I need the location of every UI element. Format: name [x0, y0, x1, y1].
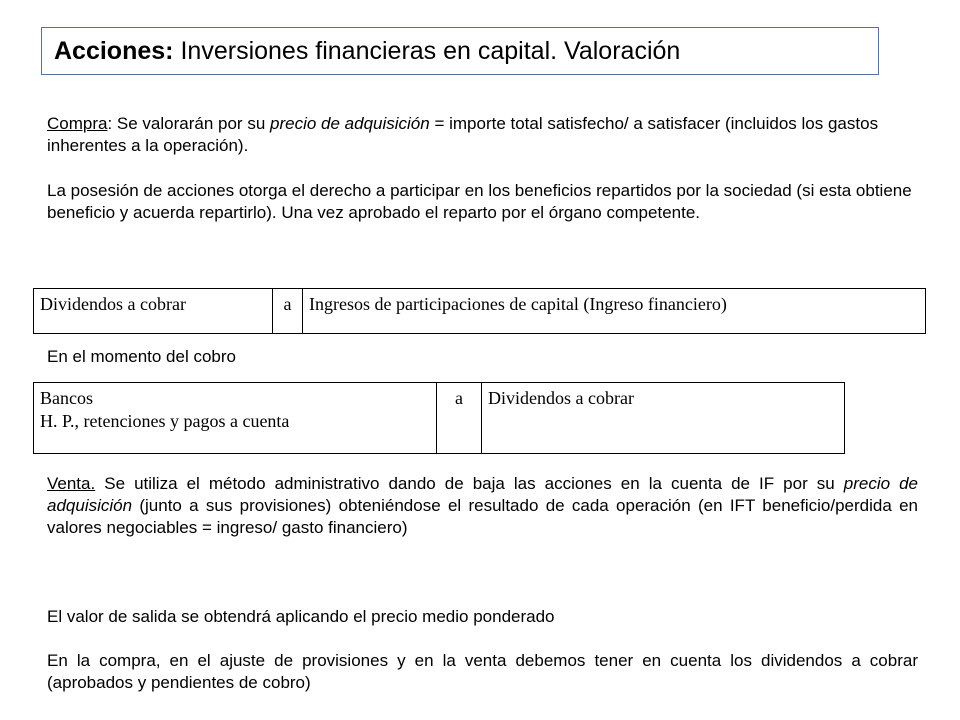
- journal2-debit: [34, 383, 437, 454]
- momento-cobro-text: En el momento del cobro: [47, 347, 236, 366]
- journal2-debit-line2: H. P., retenciones y pagos a cuenta: [40, 411, 290, 431]
- venta-text-1: Se utiliza el método administrativo dando de baja las acciones en la cuenta de IF por su: [95, 474, 844, 493]
- journal-entry-dividends: [33, 288, 926, 334]
- valor-salida-text: El valor de salida se obtendrá aplicando el precio medio ponderado: [47, 607, 555, 626]
- journal2-connector: a: [437, 383, 482, 454]
- compra-final-text: En la compra, en el ajuste de provisiones y en la venta debemos tener en cuenta los dividendos a cobrar (aprobados y pendientes de cobro): [47, 651, 918, 692]
- venta-italic: precio de adquisición: [47, 474, 919, 515]
- compra-label: Compra: [47, 114, 108, 133]
- compra-text-2: = importe total satisfecho/ a satisfacer (incluidos los gastos inherentes a la operación).: [47, 114, 879, 155]
- journal1-debit: Dividendos a cobrar: [34, 289, 273, 334]
- compra-text-1: : Se valorarán por su: [107, 114, 270, 133]
- slide-title: [41, 27, 879, 75]
- venta-text-2: (junto a sus provisiones) obteniéndose el resultado de cada operación (en IFT beneficio/perdida en valores negociables = ingreso/ gasto financiero): [47, 496, 918, 537]
- title-bold: Acciones:: [54, 36, 174, 65]
- posesion-paragraph: La posesión de acciones otorga el derecho a participar en los beneficios repartidos por la sociedad (si esta obtiene beneficio y acuerda repartirlo). Una vez aprobado el reparto por el órgano competente.: [47, 181, 912, 222]
- compra-paragraph: [47, 113, 918, 157]
- journal1-credit: Ingresos de participaciones de capital (Ingreso financiero): [303, 289, 926, 334]
- title-text: Inversiones financieras en capital. Valoración: [180, 36, 681, 65]
- compra-italic: precio de adquisición: [270, 114, 430, 133]
- journal2-debit-line1: Bancos: [40, 388, 93, 408]
- venta-label: Venta.: [47, 474, 96, 493]
- venta-paragraph: [47, 473, 918, 539]
- journal-entry-collection: [33, 382, 845, 454]
- journal2-credit: Dividendos a cobrar: [482, 383, 845, 454]
- journal1-connector: a: [273, 289, 303, 334]
